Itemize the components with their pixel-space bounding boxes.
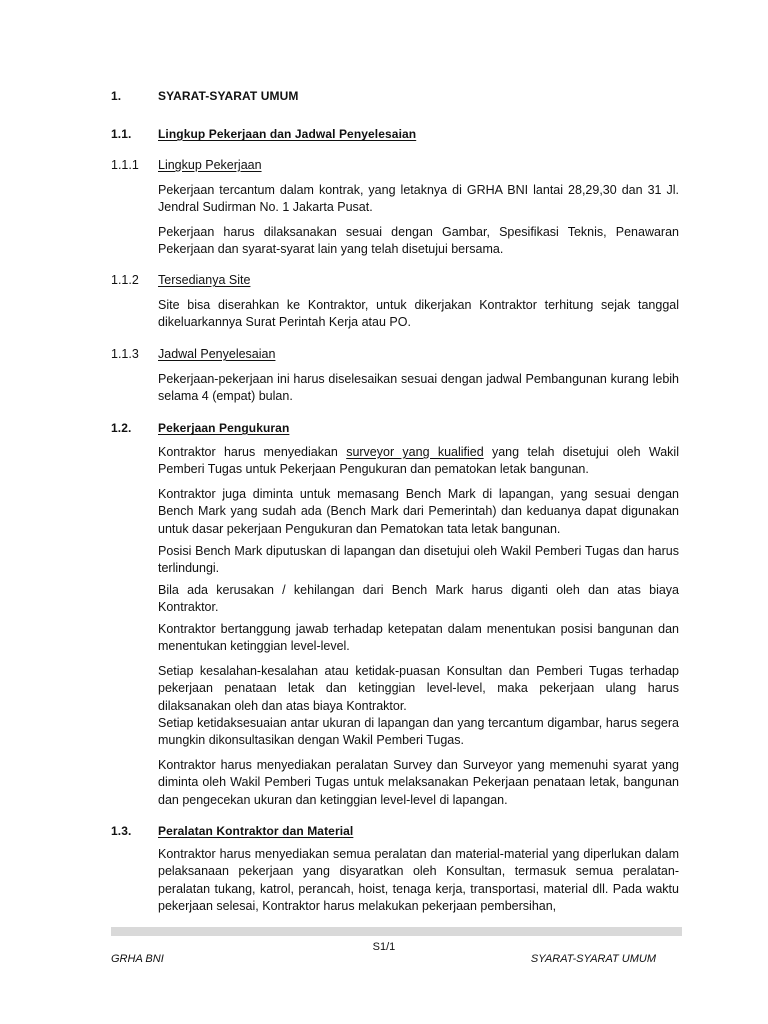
subsection-1-1-1-number: 1.1.1 xyxy=(111,158,139,172)
subsection-1-1-3-title: Jadwal Penyelesaian xyxy=(158,347,276,361)
paragraph: Site bisa diserahkan ke Kontraktor, untuk dikerjakan Kontraktor terhitung sejak tanggal dikeluarkannya Surat Perintah Kerja atau PO. xyxy=(158,298,679,330)
section-title: Peralatan Kontraktor dan Material xyxy=(158,824,354,838)
paragraph: Kontraktor harus menyediakan semua peralatan dan material-material yang diperlukan dalam pelaksanaan pekerjaan yang disyaratkan oleh Konsultan, termasuk semua peralatan-peralatan tukang, katrol, perancah, hoist, tenaga kerja, transportasi, material dll. Pada waktu pekerjaan selesai, Kontraktor harus melakukan pekerjaan pembersihan, xyxy=(158,847,679,914)
section-number: 1. xyxy=(111,89,122,103)
underlined-term: surveyor yang kualified xyxy=(346,445,484,459)
paragraph: Pekerjaan tercantum dalam kontrak, yang letaknya di GRHA BNI lantai 28,29,30 dan 31 Jl. Jendral Sudirman No. 1 Jakarta Pusat. xyxy=(158,183,679,215)
paragraph: Kontraktor harus menyediakan peralatan Survey dan Surveyor yang memenuhi syarat yang diminta oleh Wakil Pemberi Tugas untuk melaksanakan Pekerjaan penataan letak, bangunan dan pengecekan ukuran dan ketinggian level-level di lapangan. xyxy=(158,758,679,807)
paragraph: Kontraktor juga diminta untuk memasang Bench Mark di lapangan, yang sesuai dengan Bench Mark yang sudah ada (Bench Mark dari Pemerintah) dan keduanya dapat digunakan untuk dasar pekerjaan Pengukuran dan Pematokan tata letak bangunan. xyxy=(158,487,679,536)
section-number: 1.3. xyxy=(111,824,132,838)
paragraph: Pekerjaan harus dilaksanakan sesuai dengan Gambar, Spesifikasi Teknis, Penawaran Pekerjaan dan syarat-syarat lain yang telah disetujui bersama. xyxy=(158,225,679,257)
section-title: Lingkup Pekerjaan dan Jadwal Penyelesaian xyxy=(158,127,417,141)
section-title: SYARAT-SYARAT UMUM xyxy=(158,89,299,103)
paragraph-text: Kontraktor harus menyediakan xyxy=(158,445,347,459)
subsection-1-1-2-title: Tersedianya Site xyxy=(158,273,251,287)
paragraph: Posisi Bench Mark diputuskan di lapangan dan disetujui oleh Wakil Pemberi Tugas dan harus terlindungi. xyxy=(158,544,679,576)
page-number: S1/1 xyxy=(372,941,396,953)
section-number: 1.1. xyxy=(111,127,132,141)
paragraph: Pekerjaan-pekerjaan ini harus diselesaikan sesuai dengan jadwal Pembangunan kurang lebih selama 4 (empat) bulan. xyxy=(158,372,679,404)
paragraph: Kontraktor bertanggung jawab terhadap ketepatan dalam menentukan posisi bangunan dan menentukan ketinggian level-level. xyxy=(158,622,679,654)
paragraph: Bila ada kerusakan / kehilangan dari Bench Mark harus diganti oleh dan atas biaya Kontraktor. xyxy=(158,583,679,615)
paragraph xyxy=(158,444,679,479)
subsection-1-1-3-number: 1.1.3 xyxy=(111,347,139,361)
section-title: Pekerjaan Pengukuran xyxy=(158,421,290,435)
subsection-1-1-1-title: Lingkup Pekerjaan xyxy=(158,158,262,172)
subsection-1-1-2-number: 1.1.2 xyxy=(111,273,139,287)
footer-document-name: GRHA BNI xyxy=(111,953,164,965)
paragraph: Setiap kesalahan-kesalahan atau ketidak-puasan Konsultan dan Pemberi Tugas terhadap pekerjaan penataan letak dan ketinggian level-level, maka pekerjaan ulang harus dilaksanakan oleh dan atas biaya Kontraktor. xyxy=(158,664,679,713)
footer-divider xyxy=(111,927,682,936)
section-number: 1.2. xyxy=(111,421,132,435)
paragraph-text: yang telah disetujui oleh Wakil Pemberi Tugas untuk Pekerjaan Pengukuran dan pematokan letak bangunan. xyxy=(158,445,679,477)
footer-section-name: SYARAT-SYARAT UMUM xyxy=(530,953,656,965)
paragraph: Setiap ketidaksesuaian antar ukuran di lapangan dan yang tercantum digambar, harus segera mungkin dikonsultasikan dengan Wakil Pemberi Tugas. xyxy=(158,716,679,748)
